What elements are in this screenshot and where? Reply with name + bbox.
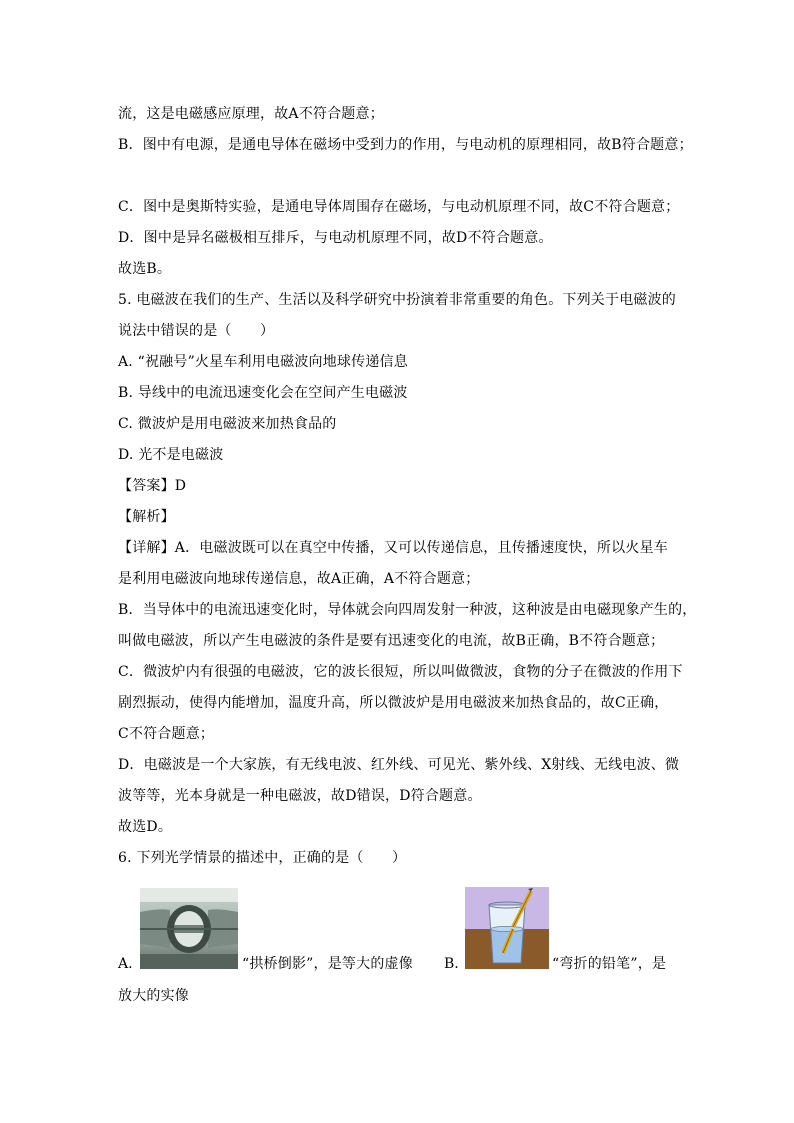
bent-pencil-image bbox=[465, 887, 549, 969]
q6-stem: 6. 下列光学情景的描述中，正确的是（ ） bbox=[118, 850, 407, 866]
q5-analysis-heading: 【解析】 bbox=[118, 509, 175, 525]
prev-analysis-line-d: D．图中是异名磁极相互排斥，与电动机原理不同，故D不符合题意。 bbox=[118, 230, 553, 246]
q5-detail-line-2: 是利用电磁波向地球传递信息，故A正确，A不符合题意； bbox=[118, 571, 480, 587]
q6-option-b-text-cont: 放大的实像 bbox=[118, 988, 189, 1004]
q6-option-b-letter: B. bbox=[444, 956, 459, 972]
arch-bridge-reflection-image bbox=[140, 888, 238, 969]
q5-option-b: B. 导线中的电流迅速变化会在空间产生电磁波 bbox=[118, 385, 408, 401]
prev-analysis-line-b: B．图中有电源，是通电导体在磁场中受到力的作用，与电动机的原理相同，故B符合题意； bbox=[118, 137, 693, 153]
q5-detail-line-6: 剧烈振动，使得内能增加，温度升高，所以微波炉是用电磁波来加热食品的，故C正确， bbox=[118, 695, 669, 711]
q5-stem-line-1: 5. 电磁波在我们的生产、生活以及科学研究中扮演着非常重要的角色。下列关于电磁波的 bbox=[118, 292, 677, 308]
prev-analysis-line-c: C．图中是奥斯特实验，是通电导体周围存在磁场，与电动机原理不同，故C不符合题意； bbox=[118, 199, 680, 215]
q5-option-c: C. 微波炉是用电磁波来加热食品的 bbox=[118, 416, 337, 432]
q6-option-b-text: “弯折的铅笔”，是 bbox=[552, 956, 667, 972]
q5-stem-line-2: 说法中错误的是（ ） bbox=[118, 323, 275, 339]
q5-option-d: D. 光不是电磁波 bbox=[118, 447, 224, 463]
q5-detail-line-9: 波等等，光本身就是一种电磁波，故D错误，D符合题意。 bbox=[118, 788, 482, 804]
prev-analysis-line-a: 流，这是电磁感应原理，故A不符合题意； bbox=[118, 106, 384, 122]
q5-option-a: A. “祝融号”火星车利用电磁波向地球传递信息 bbox=[118, 354, 408, 370]
q5-detail-line-7: C不符合题意； bbox=[118, 726, 215, 742]
q5-detail-line-5: C．微波炉内有很强的电磁波，它的波长很短，所以叫做微波，食物的分子在微波的作用下 bbox=[118, 664, 683, 680]
q5-conclusion: 故选D。 bbox=[118, 819, 173, 835]
prev-conclusion: 故选B。 bbox=[118, 261, 172, 277]
q5-answer: 【答案】D bbox=[118, 478, 187, 494]
q6-option-a-text: “拱桥倒影”，是等大的虚像 bbox=[242, 956, 413, 972]
q5-detail-line-3: B．当导体中的电流迅速变化时，导体就会向四周发射一种波，这种波是由电磁现象产生的， bbox=[118, 602, 697, 618]
q5-detail-line-1: 【详解】A．电磁波既可以在真空中传播，又可以传递信息，且传播速度快，所以火星车 bbox=[118, 540, 668, 556]
q6-option-a-letter: A. bbox=[118, 956, 133, 972]
q5-detail-line-8: D．电磁波是一个大家族，有无线电波、红外线、可见光、紫外线、X射线、无线电波、微 bbox=[118, 757, 680, 773]
q5-detail-line-4: 叫做电磁波，所以产生电磁波的条件是要有迅速变化的电流，故B正确，B不符合题意； bbox=[118, 633, 665, 649]
